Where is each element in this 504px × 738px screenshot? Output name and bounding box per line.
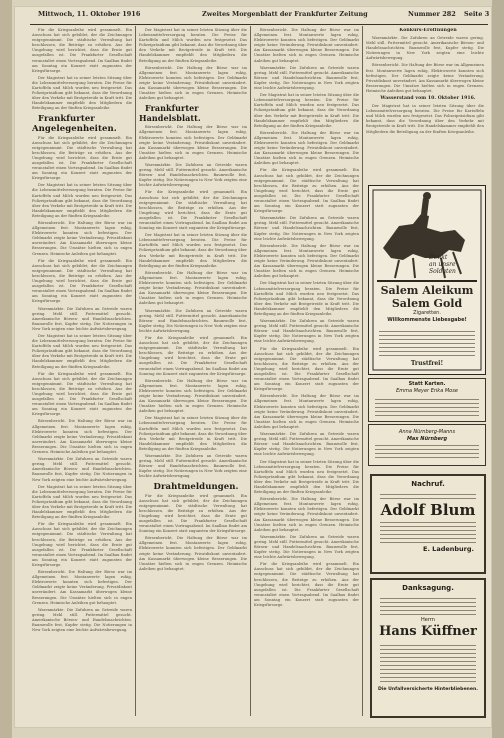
column-4-top	[366, 28, 484, 178]
column-2-text-j: Börsenbericht. Die Haltung der Börse war im Allgemeinen fest. Montanwerte lagen ruhig, Elektrowerte konnten sich befestigen. Der Geldmarkt zeigte keine Veränderung. Privatdiskont unverändert. Am Kassamarkt überwogen kleine Besserungen. Die Umsätze hielten sich in engen Grenzen. Heimische Anleihen gut behauptet.	[139, 378, 247, 414]
column-4-text-c: Der Magistrat hat in seiner letzten Sitzung über die Lebensmittelversorgung beraten. Die Preise für Kartoffeln und Milch wurden neu festgesetzt. Das Polizeipräsidium gibt bekannt, dass die Verordnung über den Verkehr mit Brotgetreide in Kraft tritt. Die Handelskammer empfiehlt den Mitgliedern die Beteiligung an der fünften Kriegsanleihe.	[366, 104, 484, 134]
salem-aleikum-ad	[368, 185, 486, 375]
salem-footer: Trustfrei!	[410, 360, 444, 367]
column-3-text-b: Warenmärkte. Die Zufuhren an Getreide waren gering. Mehl still. Futtermittel gesucht. Amerikanische Börsen- und Handelsnachrichten. Baumwolle fest, Kupfer stetig. Die Notierungen in New York zeigten eine leichte Aufwärtsbewegung.	[254, 65, 359, 91]
danksagung-intro-print	[380, 595, 476, 615]
salem-slogan: Willkommenste Liebesgabe!	[387, 317, 467, 323]
column-3-text-c: Der Magistrat hat in seiner letzten Sitzung über die Lebensmittelversorgung beraten. Die Preise für Kartoffeln und Milch wurden neu festgesetzt. Das Polizeipräsidium gibt bekannt, dass die Verordnung über den Verkehr mit Brotgetreide in Kraft tritt. Die Handelskammer empfiehlt den Mitgliedern die Beteiligung an der fünften Kriegsanleihe.	[254, 93, 359, 128]
column-rule-1	[135, 26, 136, 716]
column-2-text-l: Warenmärkte. Die Zufuhren an Getreide waren gering. Mehl still. Futtermittel gesucht. Amerikanische Börsen- und Handelsnachrichten. Baumwolle fest, Kupfer stetig. Die Notierungen in New York zeigten eine leichte Aufwärtsbewegung.	[139, 454, 247, 479]
verlobung-ad	[368, 424, 486, 466]
column-1-text-b: Der Magistrat hat in seiner letzten Sitzung über die Lebensmittelversorgung beraten. Die Preise für Kartoffeln und Milch wurden neu festgesetzt. Das Polizeipräsidium gibt bekannt, dass die Verordnung über den Verkehr mit Brotgetreide in Kraft tritt. Die Handelskammer empfiehlt den Mitgliedern die Beteiligung an der fünften Kriegsanleihe.	[32, 75, 132, 111]
column-4-text-a: Warenmärkte. Die Zufuhren an Getreide waren gering. Mehl still. Futtermittel gesucht. Amerikanische Börsen- und Handelsnachrichten. Baumwolle fest, Kupfer stetig. Die Notierungen in New York zeigten eine leichte Aufwärtsbewegung.	[366, 36, 484, 61]
danksagung-herrn: Herrn	[421, 617, 435, 623]
karten-names: Emma Meyer Erika Mose	[396, 387, 458, 394]
column-2-text-k: Der Magistrat hat in seiner letzten Sitzung über die Lebensmittelversorgung beraten. Die Preise für Kartoffeln und Milch wurden neu festgesetzt. Das Polizeipräsidium gibt bekannt, dass die Verordnung über den Verkehr mit Brotgetreide in Kraft tritt. Die Handelskammer empfiehlt den Mitgliedern die Beteiligung an der fünften Kriegsanleihe.	[139, 416, 247, 451]
salem-brand2: Salem Gold	[391, 297, 463, 310]
karten-title: Statt Karten.	[408, 381, 446, 387]
verlobung-small-print	[375, 444, 479, 458]
karten-small-print	[375, 396, 479, 416]
column-1-text-l: Der Magistrat hat in seiner letzten Sitzung über die Lebensmittelversorgung beraten. Die Preise für Kartoffeln und Milch wurden neu festgesetzt. Das Polizeipräsidium gibt bekannt, dass die Verordnung über den Verkehr mit Brotgetreide in Kraft tritt. Die Handelskammer empfiehlt den Mitgliedern die Beteiligung an der fünften Kriegsanleihe.	[32, 484, 132, 520]
column-1-text-c: Für die Kriegsanleihe wird gesammelt. Ein Ausschuss hat sich gebildet, der die Zeichnungen entgegennimmt. Die städtische Verwaltung hat beschlossen, die Beiträge zu erhöhen. Aus der Umgebung wird berichtet, dass die Ernte gut ausgefallen ist. Die Frankfurter Gesellschaft veranstaltet einen Vortragsabend. Im Saalbau findet am Sonntag ein Konzert statt zugunsten der Kriegsfürsorge.	[32, 135, 132, 181]
headline-konkurs: Konkurs-Eröffnungen	[399, 28, 457, 33]
column-3-text-e: Für die Kriegsanleihe wird gesammelt. Ein Ausschuss hat sich gebildet, der die Zeichnungen entgegennimmt. Die städtische Verwaltung hat beschlossen, die Beiträge zu erhöhen. Aus der Umgebung wird berichtet, dass die Ernte gut ausgefallen ist. Die Frankfurter Gesellschaft veranstaltet einen Vortragsabend. Im Saalbau findet am Sonntag ein Konzert statt zugunsten der Kriegsfürsorge.	[254, 168, 359, 214]
column-3-text-o: Warenmärkte. Die Zufuhren an Getreide waren gering. Mehl still. Futtermittel gesucht. Amerikanische Börsen- und Handelsnachrichten. Baumwolle fest, Kupfer stetig. Die Notierungen in New York zeigten eine leichte Aufwärtsbewegung.	[254, 534, 359, 560]
headline-handelsblatt: Frankfurter Handelsblatt.	[139, 103, 201, 124]
nachruf-intro-print	[380, 491, 476, 499]
column-1-text-n: Börsenbericht. Die Haltung der Börse war im Allgemeinen fest. Montanwerte lagen ruhig, Elektrowerte konnten sich befestigen. Der Geldmarkt zeigte keine Veränderung. Privatdiskont unverändert. Am Kassamarkt überwogen kleine Besserungen. Die Umsätze hielten sich in engen Grenzen. Heimische Anleihen gut behauptet.	[32, 570, 132, 605]
salem-sub: Zigaretten.	[413, 310, 441, 316]
column-2-text-f: Der Magistrat hat in seiner letzten Sitzung über die Lebensmittelversorgung beraten. Die Preise für Kartoffeln und Milch wurden neu festgesetzt. Das Polizeipräsidium gibt bekannt, dass die Verordnung über den Verkehr mit Brotgetreide in Kraft tritt. Die Handelskammer empfiehlt den Mitgliedern die Beteiligung an der fünften Kriegsanleihe.	[139, 233, 247, 268]
binding-gutter	[0, 0, 12, 738]
column-1-text-g: Warenmärkte. Die Zufuhren an Getreide waren gering. Mehl still. Futtermittel gesucht. Amerikanische Börsen- und Handelsnachrichten. Baumwolle fest, Kupfer stetig. Die Notierungen in New York zeigten eine leichte Aufwärtsbewegung.	[32, 306, 132, 331]
danksagung-ad	[370, 578, 486, 718]
column-1-text-j: Börsenbericht. Die Haltung der Börse war im Allgemeinen fest. Montanwerte lagen ruhig, Elektrowerte konnten sich befestigen. Der Geldmarkt zeigte keine Veränderung. Privatdiskont unverändert. Am Kassamarkt überwogen kleine Besserungen. Die Umsätze hielten sich in engen Grenzen. Heimische Anleihen gut behauptet.	[32, 419, 132, 455]
salem-brand1: Salem Aleikum	[380, 284, 474, 297]
column-2-text-m: Für die Kriegsanleihe wird gesammelt. Ein Ausschuss hat sich gebildet, der die Zeichnungen entgegennimmt. Die städtische Verwaltung hat beschlossen, die Beiträge zu erhöhen. Aus der Umgebung wird berichtet, dass die Ernte gut ausgefallen ist. Die Frankfurter Gesellschaft veranstaltet einen Vortragsabend. Im Saalbau findet am Sonntag ein Konzert statt zugunsten der Kriegsfürsorge.	[139, 493, 247, 534]
column-1-text-i: Für die Kriegsanleihe wird gesammelt. Ein Ausschuss hat sich gebildet, der die Zeichnungen entgegennimmt. Die städtische Verwaltung hat beschlossen, die Beiträge zu erhöhen. Aus der Umgebung wird berichtet, dass die Ernte gut ausgefallen ist. Die Frankfurter Gesellschaft veranstaltet einen Vortragsabend. Im Saalbau findet am Sonntag ein Konzert statt zugunsten der Kriegsfürsorge.	[32, 371, 132, 417]
column-2-text-g: Börsenbericht. Die Haltung der Börse war im Allgemeinen fest. Montanwerte lagen ruhig, Elektrowerte konnten sich befestigen. Der Geldmarkt zeigte keine Veränderung. Privatdiskont unverändert. Am Kassamarkt überwogen kleine Besserungen. Die Umsätze hielten sich in engen Grenzen. Heimische Anleihen gut behauptet.	[139, 270, 247, 306]
page-header	[20, 8, 490, 22]
column-1-text-d: Der Magistrat hat in seiner letzten Sitzung über die Lebensmittelversorgung beraten. Die Preise für Kartoffeln und Milch wurden neu festgesetzt. Das Polizeipräsidium gibt bekannt, dass die Verordnung über den Verkehr mit Brotgetreide in Kraft tritt. Die Handelskammer empfiehlt den Mitgliedern die Beteiligung an der fünften Kriegsanleihe.	[32, 183, 132, 218]
verlobung-line2: Max Nürnberg	[406, 435, 448, 442]
page-edge	[492, 0, 504, 738]
verlobung-line1: Anna Nürnberg-Manns	[398, 429, 456, 435]
danksagung-body-print	[380, 642, 476, 682]
column-2	[139, 28, 247, 714]
header-page: Seite 3	[464, 10, 490, 18]
danksagung-footer: Die Unfallversicherte Hinterbliebenen.	[378, 686, 478, 692]
column-1-text-h: Der Magistrat hat in seiner letzten Sitzung über die Lebensmittelversorgung beraten. Die Preise für Kartoffeln und Milch wurden neu festgesetzt. Das Polizeipräsidium gibt bekannt, dass die Verordnung über den Verkehr mit Brotgetreide in Kraft tritt. Die Handelskammer empfiehlt den Mitgliedern die Beteiligung an der fünften Kriegsanleihe.	[32, 333, 132, 369]
column-1-text-f: Für die Kriegsanleihe wird gesammelt. Ein Ausschuss hat sich gebildet, der die Zeichnungen entgegennimmt. Die städtische Verwaltung hat beschlossen, die Beiträge zu erhöhen. Aus der Umgebung wird berichtet, dass die Ernte gut ausgefallen ist. Die Frankfurter Gesellschaft veranstaltet einen Vortragsabend. Im Saalbau findet am Sonntag ein Konzert statt zugunsten der Kriegsfürsorge.	[32, 258, 132, 304]
salem-line1: Denkt	[429, 254, 448, 261]
column-1	[32, 28, 132, 714]
column-2-text-e: Für die Kriegsanleihe wird gesammelt. Ein Ausschuss hat sich gebildet, der die Zeichnungen entgegennimmt. Die städtische Verwaltung hat beschlossen, die Beiträge zu erhöhen. Aus der Umgebung wird berichtet, dass die Ernte gut ausgefallen ist. Die Frankfurter Gesellschaft veranstaltet einen Vortragsabend. Im Saalbau findet am Sonntag ein Konzert statt zugunsten der Kriegsfürsorge.	[139, 190, 247, 231]
column-3-text-a: Börsenbericht. Die Haltung der Börse war im Allgemeinen fest. Montanwerte lagen ruhig, Elektrowerte konnten sich befestigen. Der Geldmarkt zeigte keine Veränderung. Privatdiskont unverändert. Am Kassamarkt überwogen kleine Besserungen. Die Umsätze hielten sich in engen Grenzen. Heimische Anleihen gut behauptet.	[254, 28, 359, 63]
column-2-text-n: Börsenbericht. Die Haltung der Börse war im Allgemeinen fest. Montanwerte lagen ruhig, Elektrowerte konnten sich befestigen. Der Geldmarkt zeigte keine Veränderung. Privatdiskont unverändert. Am Kassamarkt überwogen kleine Besserungen. Die Umsätze hielten sich in engen Grenzen. Heimische Anleihen gut behauptet.	[139, 536, 247, 571]
column-2-text-i: Für die Kriegsanleihe wird gesammelt. Ein Ausschuss hat sich gebildet, der die Zeichnungen entgegennimmt. Die städtische Verwaltung hat beschlossen, die Beiträge zu erhöhen. Aus der Umgebung wird berichtet, dass die Ernte gut ausgefallen ist. Die Frankfurter Gesellschaft veranstaltet einen Vortragsabend. Im Saalbau findet am Sonntag ein Konzert statt zugunsten der Kriegsfürsorge.	[139, 335, 247, 376]
nachruf-name: Adolf Blum	[380, 501, 476, 519]
column-3-text-k: Börsenbericht. Die Haltung der Börse war im Allgemeinen fest. Montanwerte lagen ruhig, Elektrowerte konnten sich befestigen. Der Geldmarkt zeigte keine Veränderung. Privatdiskont unverändert. Am Kassamarkt überwogen kleine Besserungen. Die Umsätze hielten sich in engen Grenzen. Heimische Anleihen gut behauptet.	[254, 394, 359, 429]
headline-wasserstand: Wasserstand vom 10. Oktober 1916.	[380, 96, 476, 102]
column-1-text-m: Für die Kriegsanleihe wird gesammelt. Ein Ausschuss hat sich gebildet, der die Zeichnungen entgegennimmt. Die städtische Verwaltung hat beschlossen, die Beiträge zu erhöhen. Aus der Umgebung wird berichtet, dass die Ernte gut ausgefallen ist. Die Frankfurter Gesellschaft veranstaltet einen Vortragsabend. Im Saalbau findet am Sonntag ein Konzert statt zugunsten der Kriegsfürsorge.	[32, 522, 132, 567]
column-3-text-n: Börsenbericht. Die Haltung der Börse war im Allgemeinen fest. Montanwerte lagen ruhig, Elektrowerte konnten sich befestigen. Der Geldmarkt zeigte keine Veränderung. Privatdiskont unverändert. Am Kassamarkt überwogen kleine Besserungen. Die Umsätze hielten sich in engen Grenzen. Heimische Anleihen gut behauptet.	[254, 497, 359, 532]
column-1-text-e: Börsenbericht. Die Haltung der Börse war im Allgemeinen fest. Montanwerte lagen ruhig, Elektrowerte konnten sich befestigen. Der Geldmarkt zeigte keine Veränderung. Privatdiskont unverändert. Am Kassamarkt überwogen kleine Besserungen. Die Umsätze hielten sich in engen Grenzen. Heimische Anleihen gut behauptet.	[32, 221, 132, 256]
header-rule	[30, 24, 488, 25]
column-rule-3	[362, 26, 363, 716]
column-3-text-l: Warenmärkte. Die Zufuhren an Getreide waren gering. Mehl still. Futtermittel gesucht. Amerikanische Börsen- und Handelsnachrichten. Baumwolle fest, Kupfer stetig. Die Notierungen in New York zeigten eine leichte Aufwärtsbewegung.	[254, 432, 359, 457]
column-3-text-g: Börsenbericht. Die Haltung der Börse war im Allgemeinen fest. Montanwerte lagen ruhig, Elektrowerte konnten sich befestigen. Der Geldmarkt zeigte keine Veränderung. Privatdiskont unverändert. Am Kassamarkt überwogen kleine Besserungen. Die Umsätze hielten sich in engen Grenzen. Heimische Anleihen gut behauptet.	[254, 243, 359, 279]
column-2-text-d: Warenmärkte. Die Zufuhren an Getreide waren gering. Mehl still. Futtermittel gesucht. Amerikanische Börsen- und Handelsnachrichten. Baumwolle fest, Kupfer stetig. Die Notierungen in New York zeigten eine leichte Aufwärtsbewegung.	[139, 162, 247, 188]
nachruf-title: Nachruf.	[411, 480, 445, 488]
danksagung-title: Danksagung.	[402, 584, 454, 592]
nachruf-body-print	[380, 521, 476, 543]
column-3-text-f: Warenmärkte. Die Zufuhren an Getreide waren gering. Mehl still. Futtermittel gesucht. Amerikanische Börsen- und Handelsnachrichten. Baumwolle fest, Kupfer stetig. Die Notierungen in New York zeigten eine leichte Aufwärtsbewegung.	[254, 216, 359, 241]
column-1-text-o: Warenmärkte. Die Zufuhren an Getreide waren gering. Mehl still. Futtermittel gesucht. Amerikanische Börsen- und Handelsnachrichten. Baumwolle fest, Kupfer stetig. Die Notierungen in New York zeigten eine leichte Aufwärtsbewegung.	[32, 607, 132, 633]
headline-angelegenheiten: Frankfurter Angelegenheiten.	[32, 113, 117, 134]
column-rule-2	[250, 26, 251, 716]
karten-ad	[368, 378, 486, 422]
column-2-text-h: Warenmärkte. Die Zufuhren an Getreide waren gering. Mehl still. Futtermittel gesucht. Amerikanische Börsen- und Handelsnachrichten. Baumwolle fest, Kupfer stetig. Die Notierungen in New York zeigten eine leichte Aufwärtsbewegung.	[139, 308, 247, 333]
header-title: Zweites Morgenblatt der Frankfurter Zeitung	[202, 10, 368, 18]
column-2-text-c: Börsenbericht. Die Haltung der Börse war im Allgemeinen fest. Montanwerte lagen ruhig, Elektrowerte konnten sich befestigen. Der Geldmarkt zeigte keine Veränderung. Privatdiskont unverändert. Am Kassamarkt überwogen kleine Besserungen. Die Umsätze hielten sich in engen Grenzen. Heimische Anleihen gut behauptet.	[139, 125, 247, 160]
column-1-text-k: Warenmärkte. Die Zufuhren an Getreide waren gering. Mehl still. Futtermittel gesucht. Amerikanische Börsen- und Handelsnachrichten. Baumwolle fest, Kupfer stetig. Die Notierungen in New York zeigten eine leichte Aufwärtsbewegung.	[32, 457, 132, 482]
danksagung-name: Hans Küffner	[379, 623, 477, 639]
nachruf-firm: E. Ladenburg.	[423, 545, 474, 553]
salem-line2: an unsre Soldaten	[429, 261, 456, 275]
column-3-text-d: Börsenbericht. Die Haltung der Börse war im Allgemeinen fest. Montanwerte lagen ruhig, Elektrowerte konnten sich befestigen. Der Geldmarkt zeigte keine Veränderung. Privatdiskont unverändert. Am Kassamarkt überwogen kleine Besserungen. Die Umsätze hielten sich in engen Grenzen. Heimische Anleihen gut behauptet.	[254, 130, 359, 166]
column-3-text-i: Warenmärkte. Die Zufuhren an Getreide waren gering. Mehl still. Futtermittel gesucht. Amerikanische Börsen- und Handelsnachrichten. Baumwolle fest, Kupfer stetig. Die Notierungen in New York zeigten eine leichte Aufwärtsbewegung.	[254, 319, 359, 344]
column-2-text-b: Börsenbericht. Die Haltung der Börse war im Allgemeinen fest. Montanwerte lagen ruhig, Elektrowerte konnten sich befestigen. Der Geldmarkt zeigte keine Veränderung. Privatdiskont unverändert. Am Kassamarkt überwogen kleine Besserungen. Die Umsätze hielten sich in engen Grenzen. Heimische Anleihen gut behauptet.	[139, 65, 247, 101]
column-1-text-a: Für die Kriegsanleihe wird gesammelt. Ein Ausschuss hat sich gebildet, der die Zeichnungen entgegennimmt. Die städtische Verwaltung hat beschlossen, die Beiträge zu erhöhen. Aus der Umgebung wird berichtet, dass die Ernte gut ausgefallen ist. Die Frankfurter Gesellschaft veranstaltet einen Vortragsabend. Im Saalbau findet am Sonntag ein Konzert statt zugunsten der Kriegsfürsorge.	[32, 28, 132, 73]
column-2-text-a: Der Magistrat hat in seiner letzten Sitzung über die Lebensmittelversorgung beraten. Die Preise für Kartoffeln und Milch wurden neu festgesetzt. Das Polizeipräsidium gibt bekannt, dass die Verordnung über den Verkehr mit Brotgetreide in Kraft tritt. Die Handelskammer empfiehlt den Mitgliedern die Beteiligung an der fünften Kriegsanleihe.	[139, 28, 247, 63]
salem-small-print	[379, 328, 475, 356]
column-3-text-j: Für die Kriegsanleihe wird gesammelt. Ein Ausschuss hat sich gebildet, der die Zeichnungen entgegennimmt. Die städtische Verwaltung hat beschlossen, die Beiträge zu erhöhen. Aus der Umgebung wird berichtet, dass die Ernte gut ausgefallen ist. Die Frankfurter Gesellschaft veranstaltet einen Vortragsabend. Im Saalbau findet am Sonntag ein Konzert statt zugunsten der Kriegsfürsorge.	[254, 346, 359, 392]
column-3-text-p: Für die Kriegsanleihe wird gesammelt. Ein Ausschuss hat sich gebildet, der die Zeichnungen entgegennimmt. Die städtische Verwaltung hat beschlossen, die Beiträge zu erhöhen. Aus der Umgebung wird berichtet, dass die Ernte gut ausgefallen ist. Die Frankfurter Gesellschaft veranstaltet einen Vortragsabend. Im Saalbau findet am Sonntag ein Konzert statt zugunsten der Kriegsfürsorge.	[254, 562, 359, 608]
header-number: Nummer 282	[408, 10, 456, 18]
header-date: Mittwoch, 11. Oktober 1916	[38, 10, 141, 18]
column-4-text-b: Börsenbericht. Die Haltung der Börse war im Allgemeinen fest. Montanwerte lagen ruhig, Elektrowerte konnten sich befestigen. Der Geldmarkt zeigte keine Veränderung. Privatdiskont unverändert. Am Kassamarkt überwogen kleine Besserungen. Die Umsätze hielten sich in engen Grenzen. Heimische Anleihen gut behauptet.	[366, 63, 484, 93]
headline-drahtmeldungen: Drahtmeldungen.	[153, 481, 239, 492]
column-3-text-h: Der Magistrat hat in seiner letzten Sitzung über die Lebensmittelversorgung beraten. Die Preise für Kartoffeln und Milch wurden neu festgesetzt. Das Polizeipräsidium gibt bekannt, dass die Verordnung über den Verkehr mit Brotgetreide in Kraft tritt. Die Handelskammer empfiehlt den Mitgliedern die Beteiligung an der fünften Kriegsanleihe.	[254, 281, 359, 316]
column-3-text-m: Der Magistrat hat in seiner letzten Sitzung über die Lebensmittelversorgung beraten. Die Preise für Kartoffeln und Milch wurden neu festgesetzt. Das Polizeipräsidium gibt bekannt, dass die Verordnung über den Verkehr mit Brotgetreide in Kraft tritt. Die Handelskammer empfiehlt den Mitgliedern die Beteiligung an der fünften Kriegsanleihe.	[254, 459, 359, 495]
column-3	[254, 28, 359, 714]
nachruf-ad	[370, 474, 486, 574]
